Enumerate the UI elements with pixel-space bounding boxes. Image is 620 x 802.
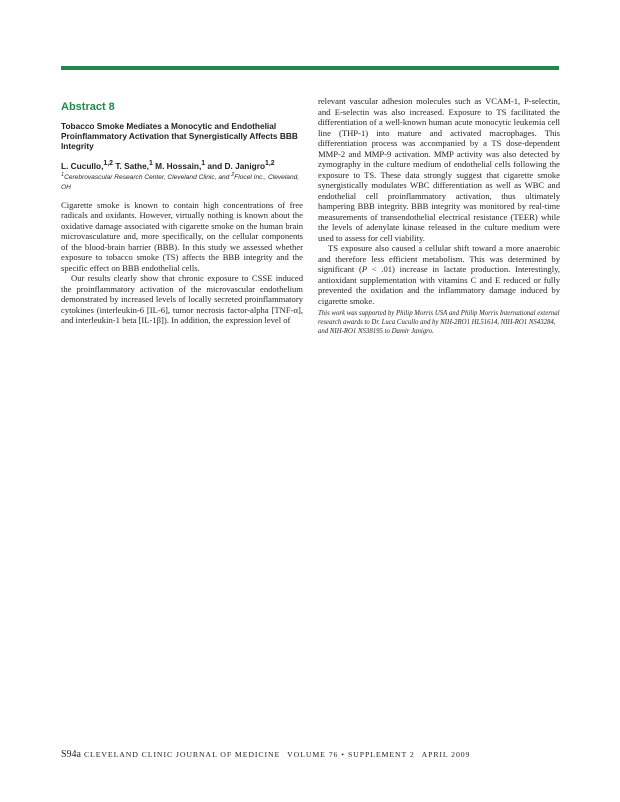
- author-affiliation-marker: 1,2: [103, 159, 114, 167]
- body-paragraph: [318, 243, 560, 306]
- body-paragraph: Our results clearly show that chronic exposure to CSSE induced the proinflammatory activation of the microvascular endothelium demonstrated by increased levels of locally secreted proinflammatory cytokines (interleukin-6 [IL-6], tumor necrosis factor-alpha [TNF-α], and interleukin-1 beta [IL-1β]). In addition, the expression level of: [61, 273, 303, 326]
- p-value-symbol: P: [361, 264, 368, 274]
- left-column: [61, 96, 303, 326]
- para-text: < .01) increase in lactate production. Interestingly, antioxidant supplementation with vitamins C and E reduced or fully prevented the oxidation and the inflammatory damage induced by cigarette smoke.: [318, 264, 560, 306]
- author-affiliation-marker: 1: [149, 159, 153, 167]
- author-affiliation-marker: 1,2: [265, 159, 275, 167]
- author-name: and D. Janigro: [207, 160, 266, 171]
- volume: VOLUME 76: [287, 750, 339, 759]
- author-name: L. Cucullo,: [61, 160, 104, 171]
- page-footer: [61, 749, 470, 760]
- right-column: [318, 96, 560, 337]
- author-name: M. Hossain,: [155, 160, 202, 171]
- journal-name: CLEVELAND CLINIC JOURNAL OF MEDICINE: [83, 750, 281, 759]
- body-paragraph-continued: relevant vascular adhesion molecules such as VCAM-1, P-selectin, and E-selectin was also increased. Exposure to TS facilitated the differentiation of a well-known human acute monocytic leukemia cell line (THP-1) into mature and activated macrophages. This differentiation process was accompanied by a TS dose-dependent MMP-2 and MMP-9 activation. MMP activity was also detected by zymography in the culture medium of endothelial cells following the exposure to TS. These data strongly suggest that cigarette smoke synergistically modulates WBC differentiation as well as WBC and endothelial cell proinflammatory activation, thus ultimately hampering BBB integrity. BBB integrity was monitored by real-time measurements of transendothelial electrical resistance (TEER) while the levels of adenylate kinase released in the culture medium were used to assess for cell viability.: [318, 96, 560, 243]
- author-affiliation-marker: 1: [201, 159, 206, 167]
- supplement: SUPPLEMENT 2: [347, 750, 415, 759]
- author-name: T. Sathe,: [115, 160, 149, 171]
- issue-date: APRIL 2009: [421, 750, 471, 759]
- abstract-title: Tobacco Smoke Mediates a Monocytic and Endothelial Proinflammatory Activation that Synergistically Affects BBB Integrity: [61, 121, 298, 152]
- affiliation-text: Cerebrovascular Research Center, Cleveland Clinic, and: [64, 174, 232, 182]
- para-text: TS exposure also caused a cellular shift toward a more anaerobic and therefore less efficient metabolism. This was determined by significant (: [318, 243, 560, 274]
- body-paragraph: Cigarette smoke is known to contain high concentrations of free radicals and oxidants. However, virtually nothing is known about the oxidative damage associated with cigarette smoke on the human brain microvasculature and, more specifically, on the cellular components of the blood-brain barrier (BBB). In this study we assessed whether exposure to tobacco smoke (TS) affects the BBB integrity and the specific effect on BBB endothelial cells.: [61, 199, 303, 273]
- abstract-label: Abstract 8: [61, 101, 115, 113]
- affiliation-text: Flocel Inc., Cleveland, OH: [61, 174, 300, 191]
- affiliation-marker: 2: [231, 172, 235, 179]
- header-rule: [61, 66, 559, 70]
- funding-note: This work was supported by Philip Morris USA and Philip Morris International external research awards to Dr. Luca Cucullo and by NIH-2RO1 HL51614, NIH-RO1 NS43284, and NIH-RO1 NS38195 to Damir Janigro.: [318, 310, 560, 336]
- author-list: [61, 159, 303, 171]
- affiliations: [61, 171, 303, 191]
- page-number: S94a: [61, 749, 81, 760]
- affiliation-marker: 1: [61, 172, 65, 179]
- bullet-separator: •: [341, 750, 344, 759]
